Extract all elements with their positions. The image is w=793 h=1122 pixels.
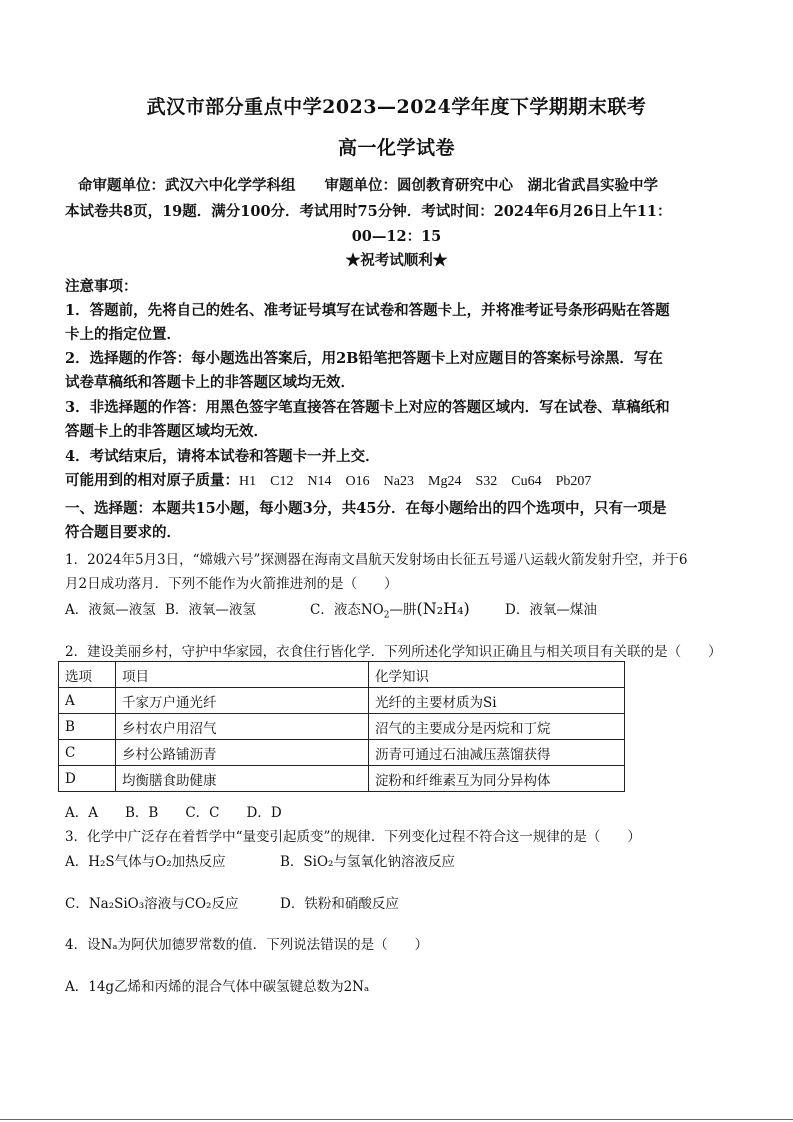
exam-info-line2: 00—12：15 xyxy=(351,228,442,245)
q3-option-c: C．Na₂SiO₃溶液与CO₂反应 xyxy=(65,896,239,912)
q1-option-c xyxy=(310,598,470,621)
table-header-cell: 项目 xyxy=(116,662,369,688)
exam-subtitle: 高一化学试卷 xyxy=(337,137,455,159)
note-4: 4．考试结束后，请将本试卷和答题卡一并上交． xyxy=(65,448,380,465)
note-3b: 答题卡上的非答题区域均无效． xyxy=(65,423,268,440)
atomic-masses-values: H1 C12 N14 O16 Na23 Mg24 S32 Cu64 Pb207 xyxy=(239,474,592,489)
q3-option-a: A．H₂S气体与O₂加热反应 xyxy=(65,854,226,870)
note-1a: 1．答题前，先将自己的姓名、准考证号填写在试卷和答题卡上，并将准考证号条形码贴在答题 xyxy=(65,302,670,319)
notes-heading: 注意事项： xyxy=(65,278,138,295)
table-cell: 沼气的主要成分是丙烷和丁烷 xyxy=(369,714,625,740)
exam-title: 武汉市部分重点中学2023—2024学年度下学期期末联考 xyxy=(146,96,647,118)
table-cell: B xyxy=(59,714,116,740)
table-cell: 千家万户通光纤 xyxy=(116,688,369,714)
note-2b: 试卷草稿纸和答题卡上的非答题区域均无效． xyxy=(65,374,355,391)
table-cell: A xyxy=(59,688,116,714)
exam-units: 命审题单位：武汉六中化学学科组 审题单位：圆创教育研究中心 湖北省武昌实验中学 xyxy=(78,177,658,194)
q4-stem: 4．设Nₐ为阿伏加德罗常数的值．下列说法错误的是（ ） xyxy=(65,937,429,953)
section1-line2: 符合题目要求的． xyxy=(65,524,181,541)
atomic-masses xyxy=(65,469,591,490)
q3-option-d: D．铁粉和硝酸反应 xyxy=(280,896,399,912)
q1-option-c-formula: (N₂H₄) xyxy=(416,599,470,618)
table-cell: 乡村公路铺沥青 xyxy=(116,740,369,766)
exam-info-line1: 本试卷共8页，19题．满分100分．考试用时75分钟．考试时间：2024年6月26日上午11： xyxy=(65,203,672,220)
table-cell: 光纤的主要材质为Si xyxy=(369,688,625,714)
table-cell: 沥青可通过石油减压蒸馏获得 xyxy=(369,740,625,766)
note-1b: 卡上的指定位置． xyxy=(65,326,181,343)
section1-line1: 一、选择题：本题共15小题，每小题3分，共45分．在每小题给出的四个选项中，只有一项是 xyxy=(65,500,667,517)
table-row xyxy=(59,714,625,740)
q2-options: A．A B．B C．C D．D xyxy=(65,805,282,821)
q3-option-b: B．SiO₂与氢氧化钠溶液反应 xyxy=(280,854,455,870)
q1-stem-line2: 月2日成功落月．下列不能作为火箭推进剂的是（ ） xyxy=(65,576,398,592)
q1-option-c-pre: C．液态NO xyxy=(310,602,384,618)
note-2a: 2．选择题的作答：每小题选出答案后，用2B铅笔把答题卡上对应题目的答案标号涂黑．写在 xyxy=(65,350,663,367)
q2-table xyxy=(58,661,625,792)
table-header-row xyxy=(59,662,625,688)
q1-option-c-mid: —肼 xyxy=(389,602,417,618)
exam-wish: ★祝考试顺利★ xyxy=(345,252,448,269)
q1-option-b: B．液氧—液氢 xyxy=(165,602,256,618)
table-cell: 均衡膳食助健康 xyxy=(116,766,369,792)
q1-option-c-sub: 2 xyxy=(383,610,390,621)
q1-option-d: D．液氧—煤油 xyxy=(505,602,597,618)
note-3a: 3．非选择题的作答：用黑色签字笔直接答在答题卡上对应的答题区域内．写在试卷、草稿纸和 xyxy=(65,399,670,416)
q1-option-a: A．液氮—液氢 xyxy=(65,602,156,618)
table-row xyxy=(59,766,625,792)
q1-stem-line1: 1．2024年5月3日，“嫦娥六号”探测器在海南文昌航天发射场由长征五号遥八运载火箭发射升空，并于6 xyxy=(65,552,688,568)
q4-option-a: A．14g乙烯和丙烯的混合气体中碳氢键总数为2Nₐ xyxy=(65,979,370,995)
table-cell: 淀粉和纤维素互为同分异构体 xyxy=(369,766,625,792)
page-bottom-divider xyxy=(0,1119,793,1120)
table-row xyxy=(59,740,625,766)
q2-stem: 2．建设美丽乡村，守护中华家园，衣食住行皆化学．下列所述化学知识正确且与相关项目有关联的是（ ） xyxy=(65,644,722,660)
table-row xyxy=(59,688,625,714)
atomic-masses-label: 可能用到的相对原子质量： xyxy=(65,472,239,489)
table-cell: D xyxy=(59,766,116,792)
q3-stem: 3．化学中广泛存在着哲学中“量变引起质变”的规律．下列变化过程不符合这一规律的是（ ） xyxy=(65,829,641,845)
table-cell: 乡村农户用沼气 xyxy=(116,714,369,740)
table-header-cell: 选项 xyxy=(59,662,116,688)
table-cell: C xyxy=(59,740,116,766)
table-header-cell: 化学知识 xyxy=(369,662,625,688)
